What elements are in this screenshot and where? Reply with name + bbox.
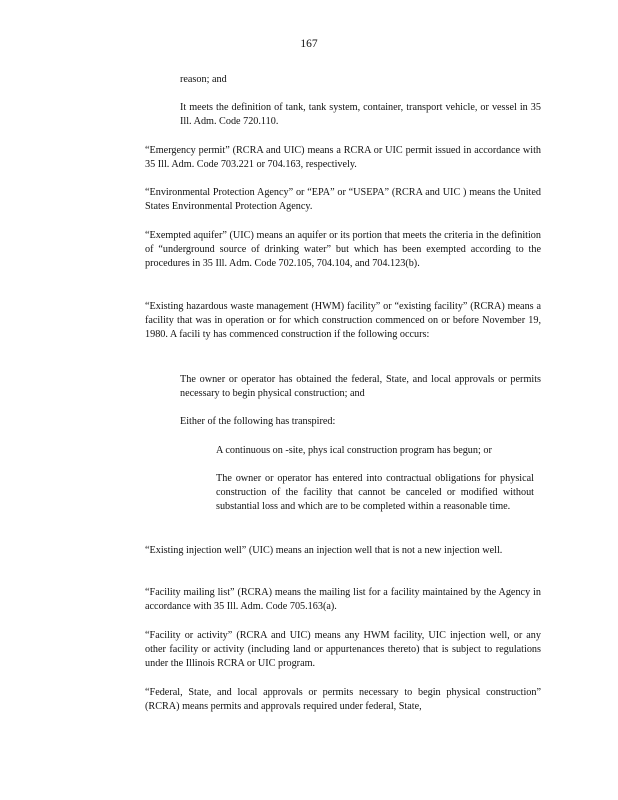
- paragraph-existing-injection-well: “Existing injection well” (UIC) means an injection well that is not a new injection well.: [145, 545, 503, 556]
- paragraph-tank-definition: It meets the definition of tank, tank system, container, transport vehicle, or vessel in 35 Ill. Adm. Code 720.110.: [180, 102, 541, 127]
- paragraph-existing-hwm-facility: “Existing hazardous waste management (HWM) facility” or “existing facility” (RCRA) means a facility that was in operation or for which construction commenced on or before November 19, 1980. A facili ty has commenced construction if the following occurs:: [145, 301, 541, 340]
- paragraph-facility-mailing-list: “Facility mailing list” (RCRA) means the mailing list for a facility maintained by the Agency in accordance with 35 Ill. Adm. Code 705.163(a).: [145, 587, 541, 612]
- paragraph-exempted-aquifer: “Exempted aquifer” (UIC) means an aquifer or its portion that meets the criteria in the definition of “underground source of drinking water” but which has been exempted according to the procedures in 35 Ill. Adm. Code 702.105, 704.104, and 704.123(b).: [145, 230, 541, 269]
- page-number: 167: [300, 38, 318, 50]
- paragraph-continuous-program: A continuous on -site, phys ical construction program has begun; or: [216, 445, 492, 456]
- paragraph-emergency-permit: “Emergency permit” (RCRA and UIC) means a RCRA or UIC permit issued in accordance with 35 Ill. Adm. Code 703.221 or 704.163, respectively.: [145, 145, 541, 170]
- paragraph-contractual-obligations: The owner or operator has entered into contractual obligations for physical construction of the facility that cannot be canceled or modified without substantial loss and which are to be completed within a reasonable time.: [216, 473, 534, 512]
- paragraph-reason: reason; and: [180, 74, 227, 85]
- paragraph-federal-state-local-approvals: “Federal, State, and local approvals or permits necessary to begin physical construction” (RCRA) means permits and approvals required under federal, State,: [145, 687, 541, 712]
- paragraph-epa: “Environmental Protection Agency” or “EPA” or “USEPA” (RCRA and UIC ) means the United States Environmental Protection Agency.: [145, 187, 541, 212]
- paragraph-facility-or-activity: “Facility or activity” (RCRA and UIC) means any HWM facility, UIC injection well, or any other facility or activity (including land or appurtenances thereto) that is subject to regulations under the Illinois RCRA or UIC program.: [145, 630, 541, 669]
- paragraph-either-following: Either of the following has transpired:: [180, 416, 336, 427]
- paragraph-owner-approvals: The owner or operator has obtained the federal, State, and local approvals or permits necessary to begin physical construction; and: [180, 374, 541, 399]
